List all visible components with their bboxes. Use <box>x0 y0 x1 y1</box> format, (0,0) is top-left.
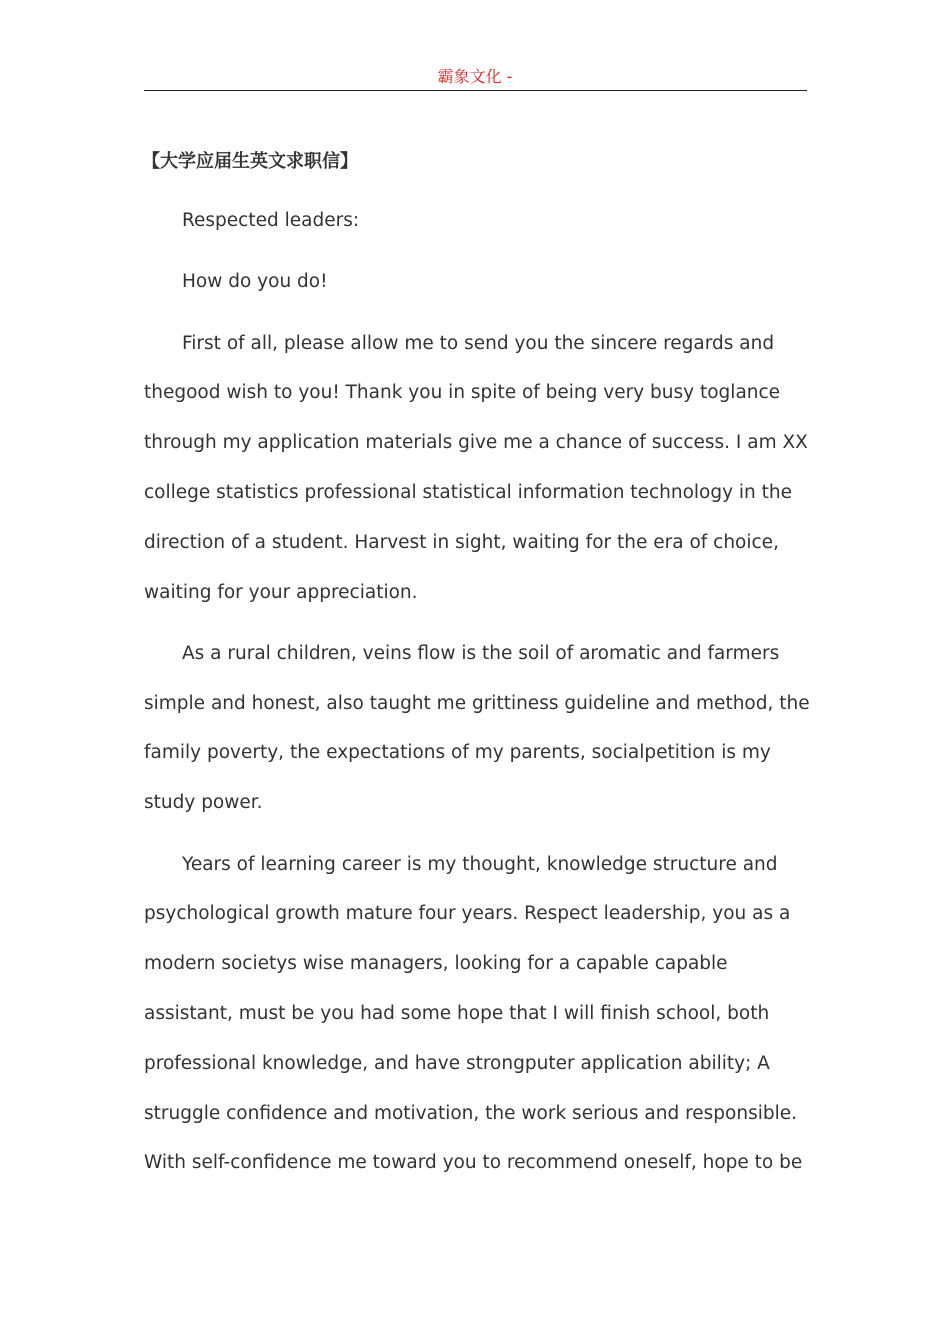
paragraph-line: college statistics professional statistical information technology in the <box>144 481 793 503</box>
paragraph-line: psychological growth mature four years. Respect leadership, you as a <box>144 903 791 925</box>
paragraph-line: assistant, must be you had some hope that I will finish school, both <box>144 1002 770 1024</box>
paragraph-line: simple and honest, also taught me grittiness guideline and method, the <box>144 692 810 714</box>
paragraph-line: With self-confidence me toward you to recommend oneself, hope to be <box>144 1152 803 1174</box>
paragraph-line: struggle confidence and motivation, the work serious and responsible. <box>144 1102 798 1124</box>
paragraph-line: Years of learning career is my thought, knowledge structure and <box>182 853 778 875</box>
paragraph-3 <box>144 840 806 1189</box>
paragraph-line: professional knowledge, and have strongputer application ability; A <box>144 1052 770 1074</box>
paragraph-line: study power. <box>144 792 263 814</box>
salutation: Respected leaders: <box>182 210 360 231</box>
greeting: How do you do! <box>182 271 328 293</box>
paragraph-line: direction of a student. Harvest in sight, waiting for the era of choice, <box>144 531 779 553</box>
paragraph-line: through my application materials give me a chance of success. I am XX <box>144 432 808 454</box>
document-title: 【大学应届生英文求职信】 <box>142 151 358 172</box>
paragraph-line: As a rural children, veins flow is the soil of aromatic and farmers <box>182 642 780 664</box>
paragraph-line: family poverty, the expectations of my parents, socialpetition is my <box>144 742 771 764</box>
paragraph-line: modern societys wise managers, looking for a capable capable <box>144 953 728 975</box>
paragraph-line: First of all, please allow me to send you the sincere regards and <box>182 332 775 354</box>
paragraph-1 <box>144 319 806 618</box>
paragraph-line: thegood wish to you! Thank you in spite of being very busy toglance <box>144 382 781 404</box>
header-divider <box>144 90 807 91</box>
paragraph-2 <box>144 629 810 828</box>
document-body <box>142 146 810 1200</box>
paragraph-line: waiting for your appreciation. <box>144 581 418 603</box>
page-header: 霸象文化 - <box>437 67 513 86</box>
